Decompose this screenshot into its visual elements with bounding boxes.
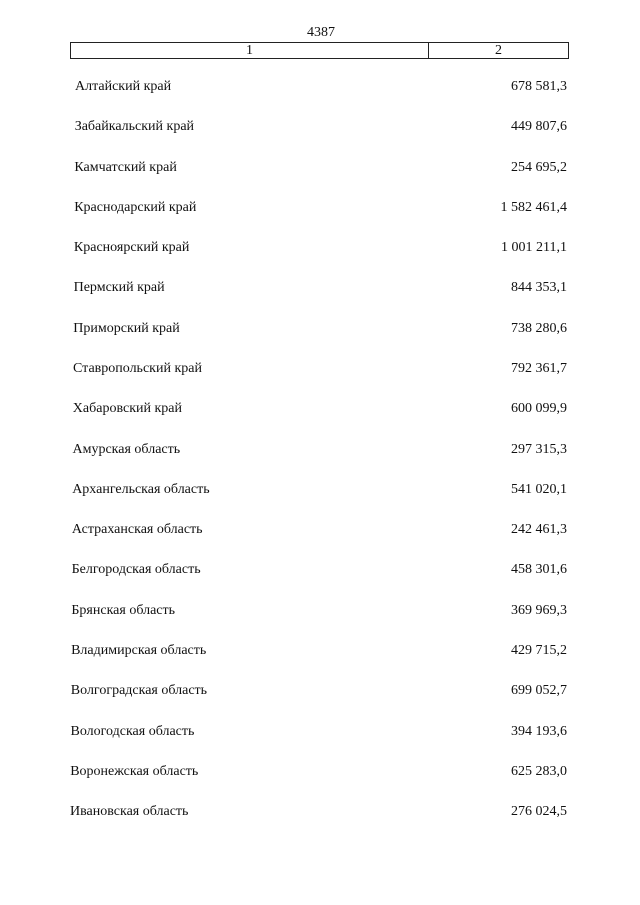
- column-1-header: 1: [71, 43, 429, 58]
- page-number: 4387: [307, 25, 335, 40]
- region-value: 541 020,1: [510, 481, 567, 497]
- region-value: 458 301,6: [510, 562, 567, 578]
- region-value: 297 315,3: [511, 441, 567, 457]
- region-value: 242 461,3: [510, 522, 567, 538]
- table-row: [71, 642, 567, 660]
- region-name: Белгородская область: [71, 562, 201, 578]
- region-name: Приморский край: [73, 320, 180, 336]
- table-row: [74, 159, 567, 177]
- region-value: 678 581,3: [511, 79, 567, 94]
- region-value: 844 353,1: [510, 280, 567, 296]
- region-name: Камчатский край: [74, 159, 177, 175]
- region-name: Астраханская область: [71, 522, 203, 538]
- region-name: Брянская область: [71, 602, 176, 618]
- region-value: 699 052,7: [510, 683, 567, 699]
- region-name: Хабаровский край: [72, 401, 182, 417]
- table-row: [70, 763, 567, 781]
- table-row: [73, 320, 567, 338]
- region-name: Краснодарский край: [74, 199, 197, 215]
- region-name: Воронежская область: [70, 763, 199, 779]
- region-name: Алтайский край: [75, 79, 172, 94]
- region-value: 394 193,6: [511, 723, 567, 739]
- table-row: [75, 118, 567, 136]
- table-row: [72, 481, 567, 499]
- region-name: Забайкальский край: [74, 119, 195, 135]
- region-value: 369 969,3: [510, 602, 567, 618]
- region-name: Вологодская область: [70, 723, 195, 739]
- table-row: [71, 682, 567, 700]
- region-value: 625 283,0: [510, 763, 567, 779]
- table-row: [74, 199, 567, 217]
- region-value: 738 280,6: [510, 320, 567, 336]
- table-row: [71, 723, 568, 741]
- region-value: 600 099,9: [510, 401, 567, 417]
- region-name: Архангельская область: [72, 481, 210, 497]
- table-row: [73, 400, 567, 418]
- region-value: 429 715,2: [510, 642, 567, 658]
- table-row: [73, 360, 567, 378]
- table-row: [72, 521, 567, 539]
- region-value: 1 001 211,1: [501, 240, 567, 256]
- region-name: Владимирская область: [71, 642, 207, 658]
- region-value: 449 807,6: [510, 119, 567, 135]
- region-name: Волгоградская область: [70, 683, 208, 699]
- table-row: [72, 561, 567, 579]
- table-row: [70, 803, 567, 821]
- region-name: Ивановская область: [70, 804, 189, 819]
- table-header: [70, 42, 569, 59]
- region-name: Красноярский край: [73, 240, 190, 256]
- table-row: [74, 279, 567, 297]
- column-2-header: 2: [495, 43, 502, 58]
- region-value: 276 024,5: [511, 804, 567, 819]
- region-value: 254 695,2: [510, 159, 567, 175]
- table-row: [71, 602, 567, 620]
- table-row: [73, 441, 568, 459]
- region-value: 792 361,7: [511, 361, 567, 376]
- region-name: Амурская область: [72, 441, 181, 457]
- table-row: [75, 78, 567, 96]
- table-row: [74, 239, 567, 257]
- region-value: 1 582 461,4: [500, 199, 567, 215]
- region-name: Ставропольский край: [73, 361, 202, 376]
- region-name: Пермский край: [73, 280, 165, 296]
